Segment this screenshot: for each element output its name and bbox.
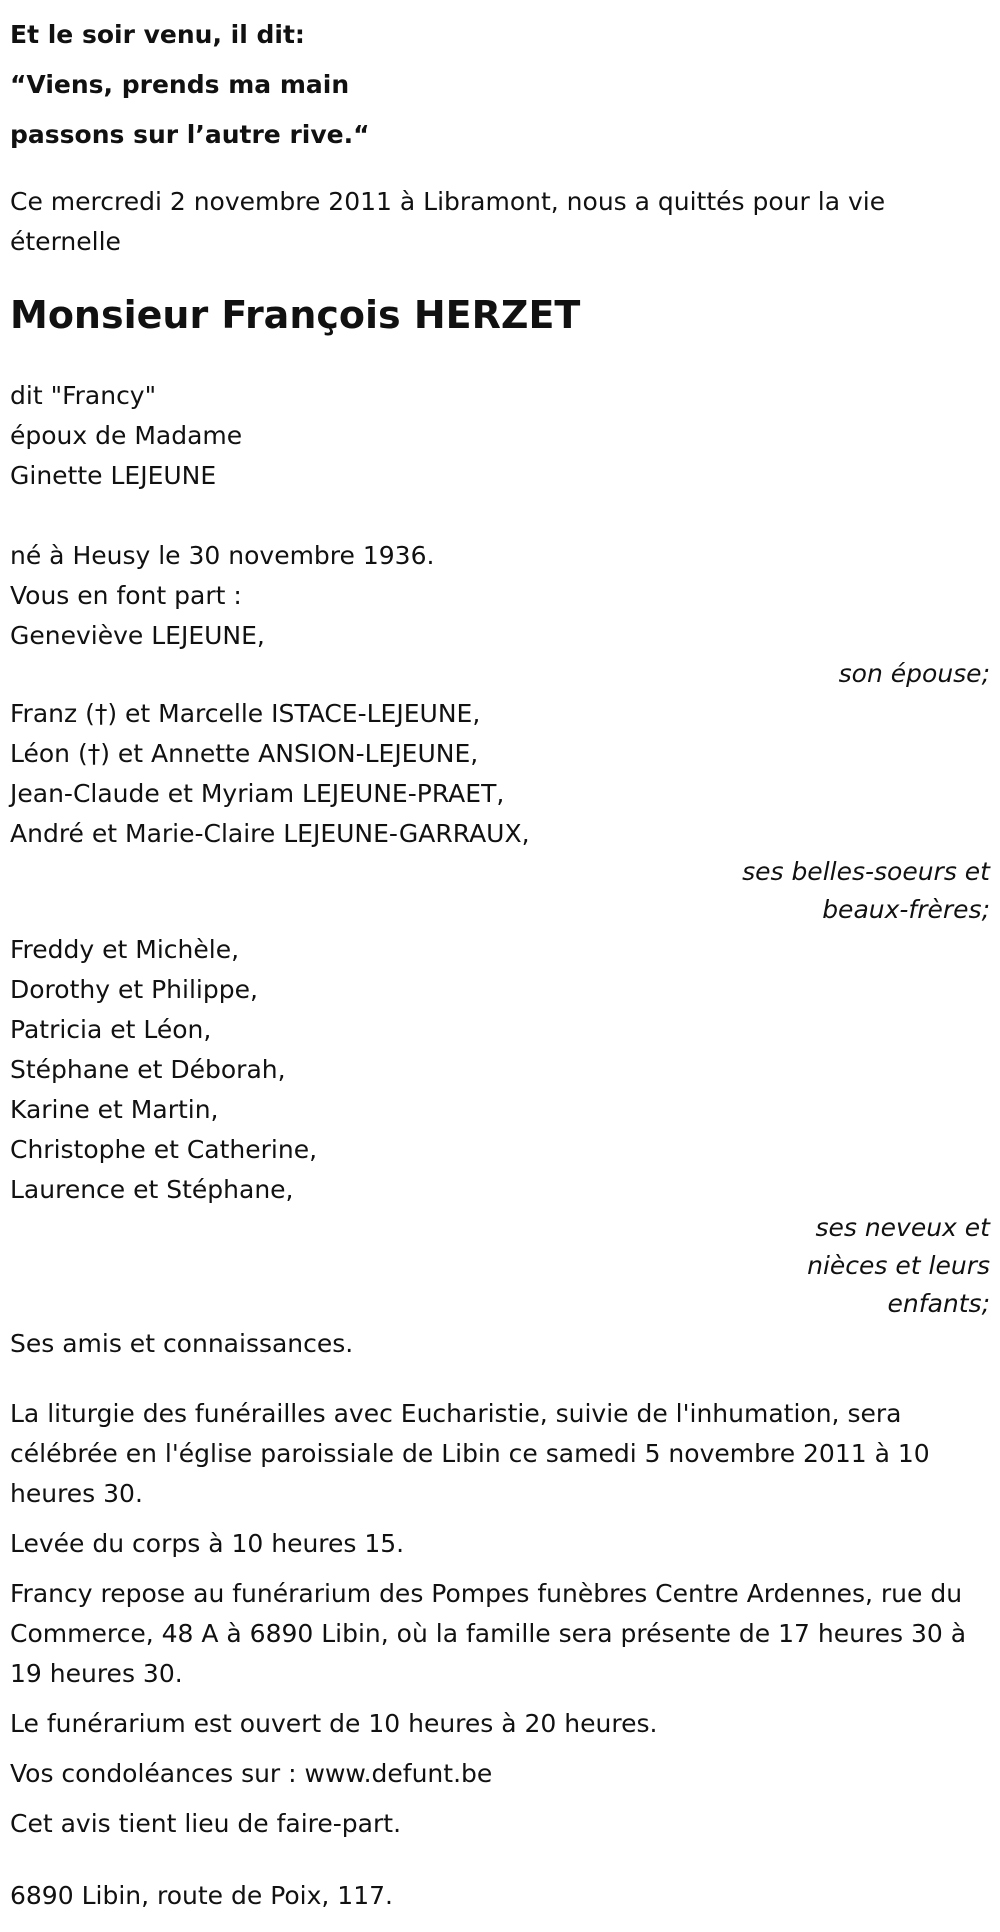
nickname-line: dit "Francy" <box>10 381 157 410</box>
friends-line: Ses amis et connaissances. <box>10 1329 354 1358</box>
nephews-relation-2: nièces et leurs <box>807 1251 990 1280</box>
hours-line: Le funérarium est ouvert de 10 heures à 20 heures. <box>10 1709 658 1738</box>
inlaw-name: Franz (†) et Marcelle ISTACE-LEJEUNE, <box>10 699 481 728</box>
inlaw-name: André et Marie-Claire LEJEUNE-GARRAUX, <box>10 819 530 848</box>
inlaws-relation-2: beaux-frères; <box>822 895 990 924</box>
spouse-relation: son épouse; <box>838 659 990 688</box>
intro-text: Ce mercredi 2 novembre 2011 à Libramont, nous a quittés pour la vie éternelle <box>10 187 886 256</box>
funeral-paragraph: La liturgie des funérailles avec Eucharistie, suivie de l'inhumation, sera célébrée en l'église paroissiale de Libin ce samedi 5 novembre 2011 à 10 heures 30. <box>10 1399 930 1508</box>
announce-line: Vous en font part : <box>10 581 242 610</box>
spouse-line-1: époux de Madame <box>10 421 243 450</box>
nephews-group <box>10 930 1000 1324</box>
address-line: 6890 Libin, route de Poix, 117. <box>10 1881 393 1910</box>
nephew-name: Freddy et Michèle, <box>10 935 240 964</box>
deceased-details <box>10 376 1000 496</box>
spouse-name: Geneviève LEJEUNE, <box>10 621 265 650</box>
inlaws-group <box>10 694 1000 930</box>
nephew-name: Christophe et Catherine, <box>10 1135 318 1164</box>
inlaw-name: Jean-Claude et Myriam LEJEUNE-PRAET, <box>10 779 505 808</box>
nephew-name: Karine et Martin, <box>10 1095 219 1124</box>
nephew-name: Laurence et Stéphane, <box>10 1175 294 1204</box>
nephews-relation-3: enfants; <box>887 1289 990 1318</box>
birth-line: né à Heusy le 30 novembre 1936. <box>10 541 435 570</box>
poem-line-3: passons sur l’autre rive.“ <box>10 120 370 149</box>
poem-quote <box>10 10 1000 160</box>
nephew-name: Patricia et Léon, <box>10 1015 212 1044</box>
poem-line-1: Et le soir venu, il dit: <box>10 20 305 49</box>
repose-paragraph: Francy repose au funérarium des Pompes funèbres Centre Ardennes, rue du Commerce, 48 A à 6890 Libin, où la famille sera présente de 17 heures 30 à 19 heures 30. <box>10 1579 967 1688</box>
nephew-name: Dorothy et Philippe, <box>10 975 258 1004</box>
notice-line: Cet avis tient lieu de faire-part. <box>10 1809 402 1838</box>
inlaws-relation-1: ses belles-soeurs et <box>742 857 990 886</box>
inlaw-name: Léon (†) et Annette ANSION-LEJEUNE, <box>10 739 479 768</box>
deceased-name: Monsieur François HERZET <box>10 293 581 337</box>
nephew-name: Stéphane et Déborah, <box>10 1055 286 1084</box>
poem-line-2: “Viens, prends ma main <box>10 70 350 99</box>
spouse-group <box>10 616 1000 694</box>
levee-line: Levée du corps à 10 heures 15. <box>10 1529 405 1558</box>
spouse-line-2: Ginette LEJEUNE <box>10 461 217 490</box>
nephews-relation-1: ses neveux et <box>815 1213 990 1242</box>
condolences-line: Vos condoléances sur : www.defunt.be <box>10 1759 493 1788</box>
